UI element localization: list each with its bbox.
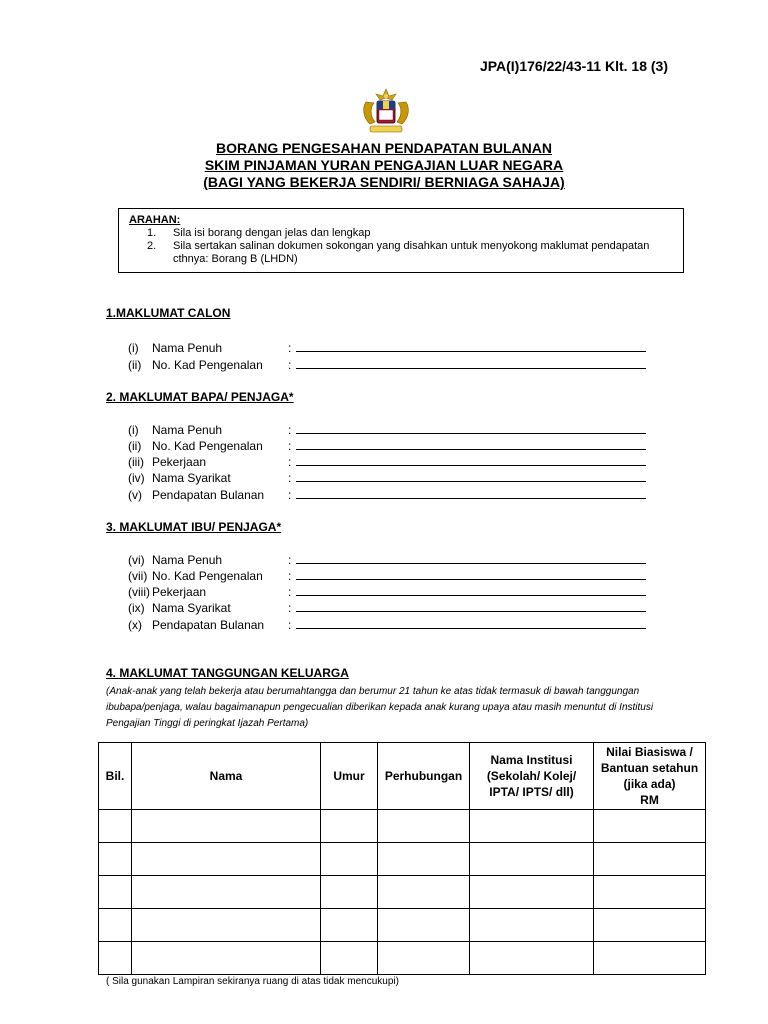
title-line-2: SKIM PINJAMAN YURAN PENGAJIAN LUAR NEGARA <box>204 157 564 173</box>
father-name-input[interactable] <box>296 422 646 434</box>
col-header-institusi: Nama Institusi (Sekolah/ Kolej/ IPTA/ IPTS/ dll) <box>470 743 594 810</box>
table-row <box>99 810 706 843</box>
field-row: (ii) No. Kad Pengenalan : <box>128 438 646 454</box>
table-cell[interactable] <box>321 843 378 876</box>
table-cell[interactable] <box>470 876 594 909</box>
table-cell[interactable] <box>470 810 594 843</box>
candidate-name-input[interactable] <box>296 340 646 352</box>
mother-occupation-input[interactable] <box>296 584 646 596</box>
table-cell[interactable] <box>132 876 321 909</box>
col-header-biasiswa: Nilai Biasiswa / Bantuan setahun (jika ada) RM <box>594 743 706 810</box>
section-1-heading: 1.MAKLUMAT CALON <box>106 306 231 320</box>
field-row: (viii) Pekerjaan : <box>128 584 646 600</box>
form-title <box>0 140 768 191</box>
table-footnote: ( Sila gunakan Lampiran sekiranya ruang di atas tidak mencukupi) <box>106 976 399 987</box>
candidate-ic-input[interactable] <box>296 357 646 369</box>
field-row: (vii) No. Kad Pengenalan : <box>128 568 646 584</box>
field-row: (vi) Nama Penuh : <box>128 552 646 568</box>
instruction-item: 2. Sila sertakan salinan dokumen sokongan yang disahkan untuk menyokong maklumat pendapatan cthnya: Borang B (LHDN) <box>147 240 650 265</box>
father-company-input[interactable] <box>296 470 646 482</box>
table-cell[interactable] <box>470 843 594 876</box>
table-cell[interactable] <box>99 843 132 876</box>
table-cell[interactable] <box>321 909 378 942</box>
col-header-nama: Nama <box>132 743 321 810</box>
mother-income-input[interactable] <box>296 617 646 629</box>
father-occupation-input[interactable] <box>296 454 646 466</box>
mother-ic-input[interactable] <box>296 568 646 580</box>
table-cell[interactable] <box>321 942 378 975</box>
table-cell[interactable] <box>132 909 321 942</box>
instruction-item: 1. Sila isi borang dengan jelas dan lengkap <box>147 227 371 239</box>
field-row: (iii) Pekerjaan : <box>128 454 646 470</box>
dependents-note: (Anak-anak yang telah bekerja atau berumahtangga dan berumur 21 tahun ke atas tidak termasuk di bawah tanggungan ibubapa/penjaga, walau bagaimanapun pengecualian diberikan kepada anak kurang upaya atau masih menuntut di Institusi Pengajian Tinggi di peringkat Ijazah Pertama) <box>106 686 654 729</box>
col-header-perhubungan: Perhubungan <box>378 743 470 810</box>
coat-of-arms-icon <box>358 88 414 136</box>
table-cell[interactable] <box>132 843 321 876</box>
table-cell[interactable] <box>132 942 321 975</box>
table-cell[interactable] <box>594 810 706 843</box>
table-header-row <box>99 743 706 810</box>
table-cell[interactable] <box>378 909 470 942</box>
field-row: (x) Pendapatan Bulanan : <box>128 617 646 633</box>
field-row: (iv) Nama Syarikat : <box>128 470 646 486</box>
mother-name-input[interactable] <box>296 552 646 564</box>
section-3-heading: 3. MAKLUMAT IBU/ PENJAGA* <box>106 520 282 534</box>
instructions-box <box>118 208 684 273</box>
table-cell[interactable] <box>99 810 132 843</box>
table-cell[interactable] <box>470 942 594 975</box>
table-cell[interactable] <box>321 876 378 909</box>
title-line-3: (BAGI YANG BEKERJA SENDIRI/ BERNIAGA SAHAJA) <box>203 174 565 190</box>
table-cell[interactable] <box>378 876 470 909</box>
field-row: (ix) Nama Syarikat : <box>128 600 646 616</box>
table-cell[interactable] <box>594 942 706 975</box>
table-cell[interactable] <box>321 810 378 843</box>
father-ic-input[interactable] <box>296 438 646 450</box>
table-cell[interactable] <box>470 909 594 942</box>
table-cell[interactable] <box>594 909 706 942</box>
field-row: (ii) No. Kad Pengenalan : <box>128 357 646 373</box>
mother-company-input[interactable] <box>296 600 646 612</box>
table-cell[interactable] <box>99 942 132 975</box>
table-cell[interactable] <box>378 843 470 876</box>
table-cell[interactable] <box>378 942 470 975</box>
instructions-heading: ARAHAN: <box>129 214 181 226</box>
table-cell[interactable] <box>99 909 132 942</box>
table-row <box>99 843 706 876</box>
section-2-heading: 2. MAKLUMAT BAPA/ PENJAGA* <box>106 390 294 404</box>
table-cell[interactable] <box>594 876 706 909</box>
table-cell[interactable] <box>99 876 132 909</box>
table-row <box>99 876 706 909</box>
section-4-heading: 4. MAKLUMAT TANGGUNGAN KELUARGA <box>106 666 349 680</box>
field-row: (i) Nama Penuh : <box>128 422 646 438</box>
col-header-bil: Bil. <box>99 743 132 810</box>
col-header-umur: Umur <box>321 743 378 810</box>
table-cell[interactable] <box>594 843 706 876</box>
field-row: (i) Nama Penuh : <box>128 340 646 356</box>
reference-number: JPA(I)176/22/43-11 Klt. 18 (3) <box>479 58 668 74</box>
table-row <box>99 942 706 975</box>
table-cell[interactable] <box>378 810 470 843</box>
field-row: (v) Pendapatan Bulanan : <box>128 487 646 503</box>
table-cell[interactable] <box>132 810 321 843</box>
table-row <box>99 909 706 942</box>
dependents-table <box>98 742 706 975</box>
title-line-1: BORANG PENGESAHAN PENDAPATAN BULANAN <box>215 140 552 156</box>
father-income-input[interactable] <box>296 487 646 499</box>
